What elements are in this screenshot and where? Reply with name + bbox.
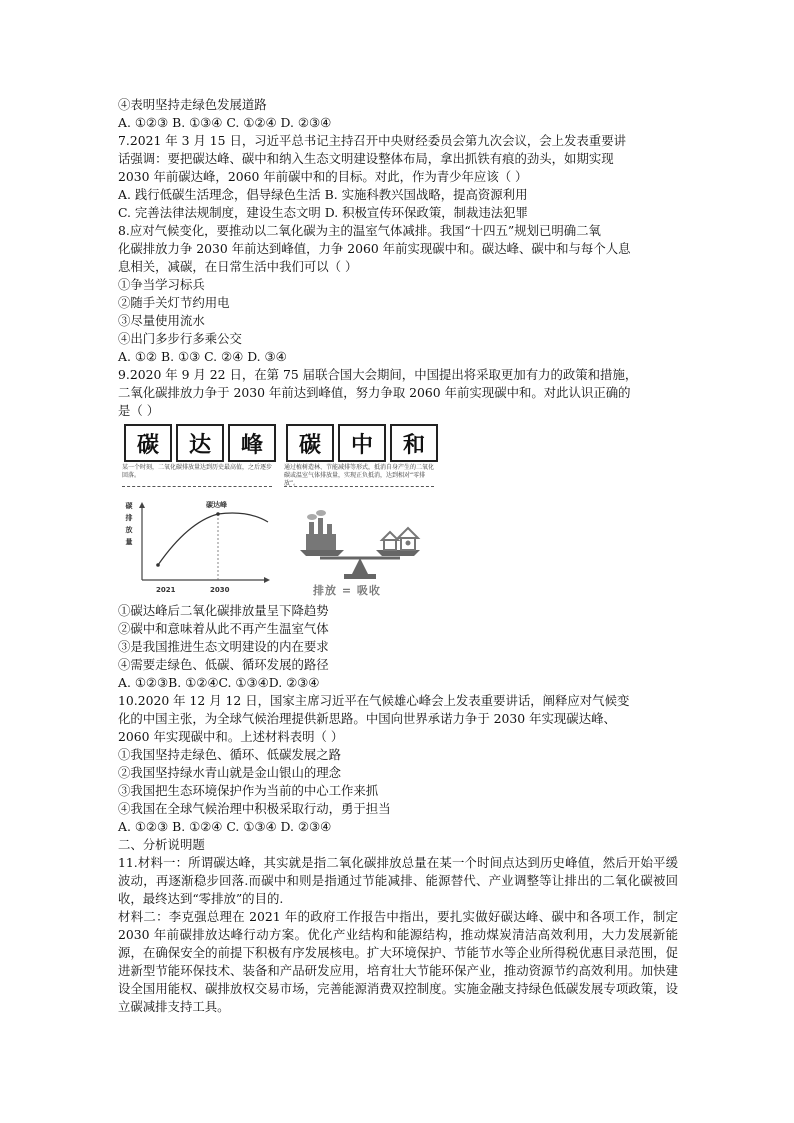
text-line: A. ①② B. ①③ C. ②④ D. ③④ [118, 349, 287, 364]
x-tick-label: 2021 [156, 586, 176, 594]
text-line: ③是我国推进生态文明建设的内在要求 [118, 639, 329, 654]
y-axis-arrow [139, 502, 145, 508]
text-line: 化的中国主张，为全球气候治理提供新思路。中国向世界承诺力争于 2030 年实现碳达峰、 [118, 711, 616, 726]
material-one-paragraph: 11.材料一：所谓碳达峰，其实就是指二氧化碳排放总量在某一个时间点达到历史峰值，然后开始平缓波动，再逐渐稳步回落.而碳中和则是指通过节能减排、能源替代、产业调整等让排出的二氧化碳被回收，最终达到“零排放”的目的. [118, 855, 678, 906]
questions-part-2 [118, 602, 678, 854]
text-line: ④我国在全球气候治理中积极采取行动，勇于担当 [118, 801, 391, 816]
neutral-caption: 通过植树造林、节能减排等形式，抵消自身产生的二氧化碳或温室气体排放量，实现正负抵消，达到相对“零排放”。 [284, 464, 435, 487]
text-line: A. 践行低碳生活理念，倡导绿色生活 B. 实施科教兴国战略，提高资源利用 [118, 187, 528, 202]
section-heading: 二、分析说明题 [118, 837, 205, 852]
peak-caption: 某一个时刻，二氧化碳排放量达到历史最高值，之后逐步回落。 [122, 464, 273, 479]
figure-graphics [118, 422, 448, 600]
char-box: 峰 [228, 424, 276, 462]
text-line: 2060 年实现碳中和。上述材料表明（ ） [118, 729, 344, 744]
text-line: ①碳达峰后二氧化碳排放量呈下降趋势 [118, 603, 329, 618]
x-tick-label: 2030 [210, 586, 230, 594]
text-line: 是（ ） [118, 403, 160, 418]
text-line: C. 完善法律法规制度，建设生态文明 D. 积极宣传环保政策，制裁违法犯罪 [118, 205, 528, 220]
balance-label: 排放 = 吸收 [313, 584, 381, 597]
char-box: 达 [176, 424, 224, 462]
text-line: 化碳排放力争 2030 年前达到峰值，力争 2060 年前实现碳中和。碳达峰、碳中和与每个人息 [118, 241, 631, 256]
char-box: 中 [338, 424, 386, 462]
char-box: 和 [390, 424, 438, 462]
text-line: ①争当学习标兵 [118, 277, 205, 292]
y-axis-label: 碳排放量 [125, 502, 133, 546]
material-two-paragraph: 材料二：李克强总理在 2021 年的政府工作报告中指出，要扎实做好碳达峰、碳中和各项工作，制定 2030 年前碳排放达峰行动方案。优化产业结构和能源结构，推动煤炭清洁高效利用，大力发展新能源，在确保安全的前提下积极有序发展核电。扩大环境保护、节能节水等企业所得税优惠目录范围，促进新型节能环保技术、装备和产品研发应用，培育壮大节能环保产业，推动资源节约高效利用。加快建设全国用能权、碳排放权交易市场，完善能源消费双控制度。实施金融支持绿色低碳发展专项政策，设立碳减排支持工具。 [118, 909, 678, 1014]
start-point [156, 563, 160, 567]
text-line: ②我国坚持绿水青山就是金山银山的理念 [118, 765, 342, 780]
text-line: 10.2020 年 12 月 12 日，国家主席习近平在气候雄心峰会上发表重要讲话，阐释应对气候变 [118, 693, 630, 708]
carbon-figure [118, 422, 678, 600]
text-line: 7.2021 年 3 月 15 日，习近平总书记主持召开中央财经委员会第九次会议，会上发表重要讲 [118, 133, 626, 148]
curve-label: 碳达峰 [206, 501, 227, 509]
emission-curve [158, 513, 268, 565]
text-line: ④出门多步行多乘公交 [118, 331, 242, 346]
text-line: A. ①②③B. ①②④C. ①③④D. ②③④ [118, 675, 320, 690]
text-line: ④表明坚持走绿色发展道路 [118, 97, 267, 112]
text-line: ④需要走绿色、低碳、循环发展的路径 [118, 657, 329, 672]
text-line: ②随手关灯节约用电 [118, 295, 230, 310]
text-line: ③尽量使用流水 [118, 313, 205, 328]
text-line: 8.应对气候变化，要推动以二氧化碳为主的温室气体减排。我国“十四五”规划已明确二氧 [118, 223, 601, 238]
exam-page [118, 96, 678, 1016]
x-axis-arrow [264, 577, 270, 583]
char-box: 碳 [124, 424, 172, 462]
text-line: 2030 年前碳达峰，2060 年前碳中和的目标。对此，作为青少年应该（ ） [118, 169, 528, 184]
char-box: 碳 [286, 424, 334, 462]
text-line: 9.2020 年 9 月 22 日，在第 75 届联合国大会期间，中国提出将采取更加有力的政策和措施， [118, 367, 638, 382]
text-line: ②碳中和意味着从此不再产生温室气体 [118, 621, 329, 636]
text-line: A. ①②③ B. ①②④ C. ①③④ D. ②③④ [118, 819, 332, 834]
text-line: ①我国坚持走绿色、循环、低碳发展之路 [118, 747, 342, 762]
text-line: A. ①②③ B. ①③④ C. ①②④ D. ②③④ [118, 115, 332, 130]
text-line: 话强调：要把碳达峰、碳中和纳入生态文明建设整体布局，拿出抓铁有痕的劲头，如期实现 [118, 151, 614, 166]
text-line: 息相关，减碳，在日常生活中我们可以（ ） [118, 259, 358, 274]
text-line: 二氧化碳排放力争于 2030 年前达到峰值，努力争取 2060 年前实现碳中和。对此认识正确的 [118, 385, 631, 400]
text-line: ③我国把生态环境保护作为当前的中心工作来抓 [118, 783, 379, 798]
questions-part-1 [118, 96, 678, 420]
balance-scale-icon [300, 510, 420, 579]
peak-point [216, 512, 220, 516]
